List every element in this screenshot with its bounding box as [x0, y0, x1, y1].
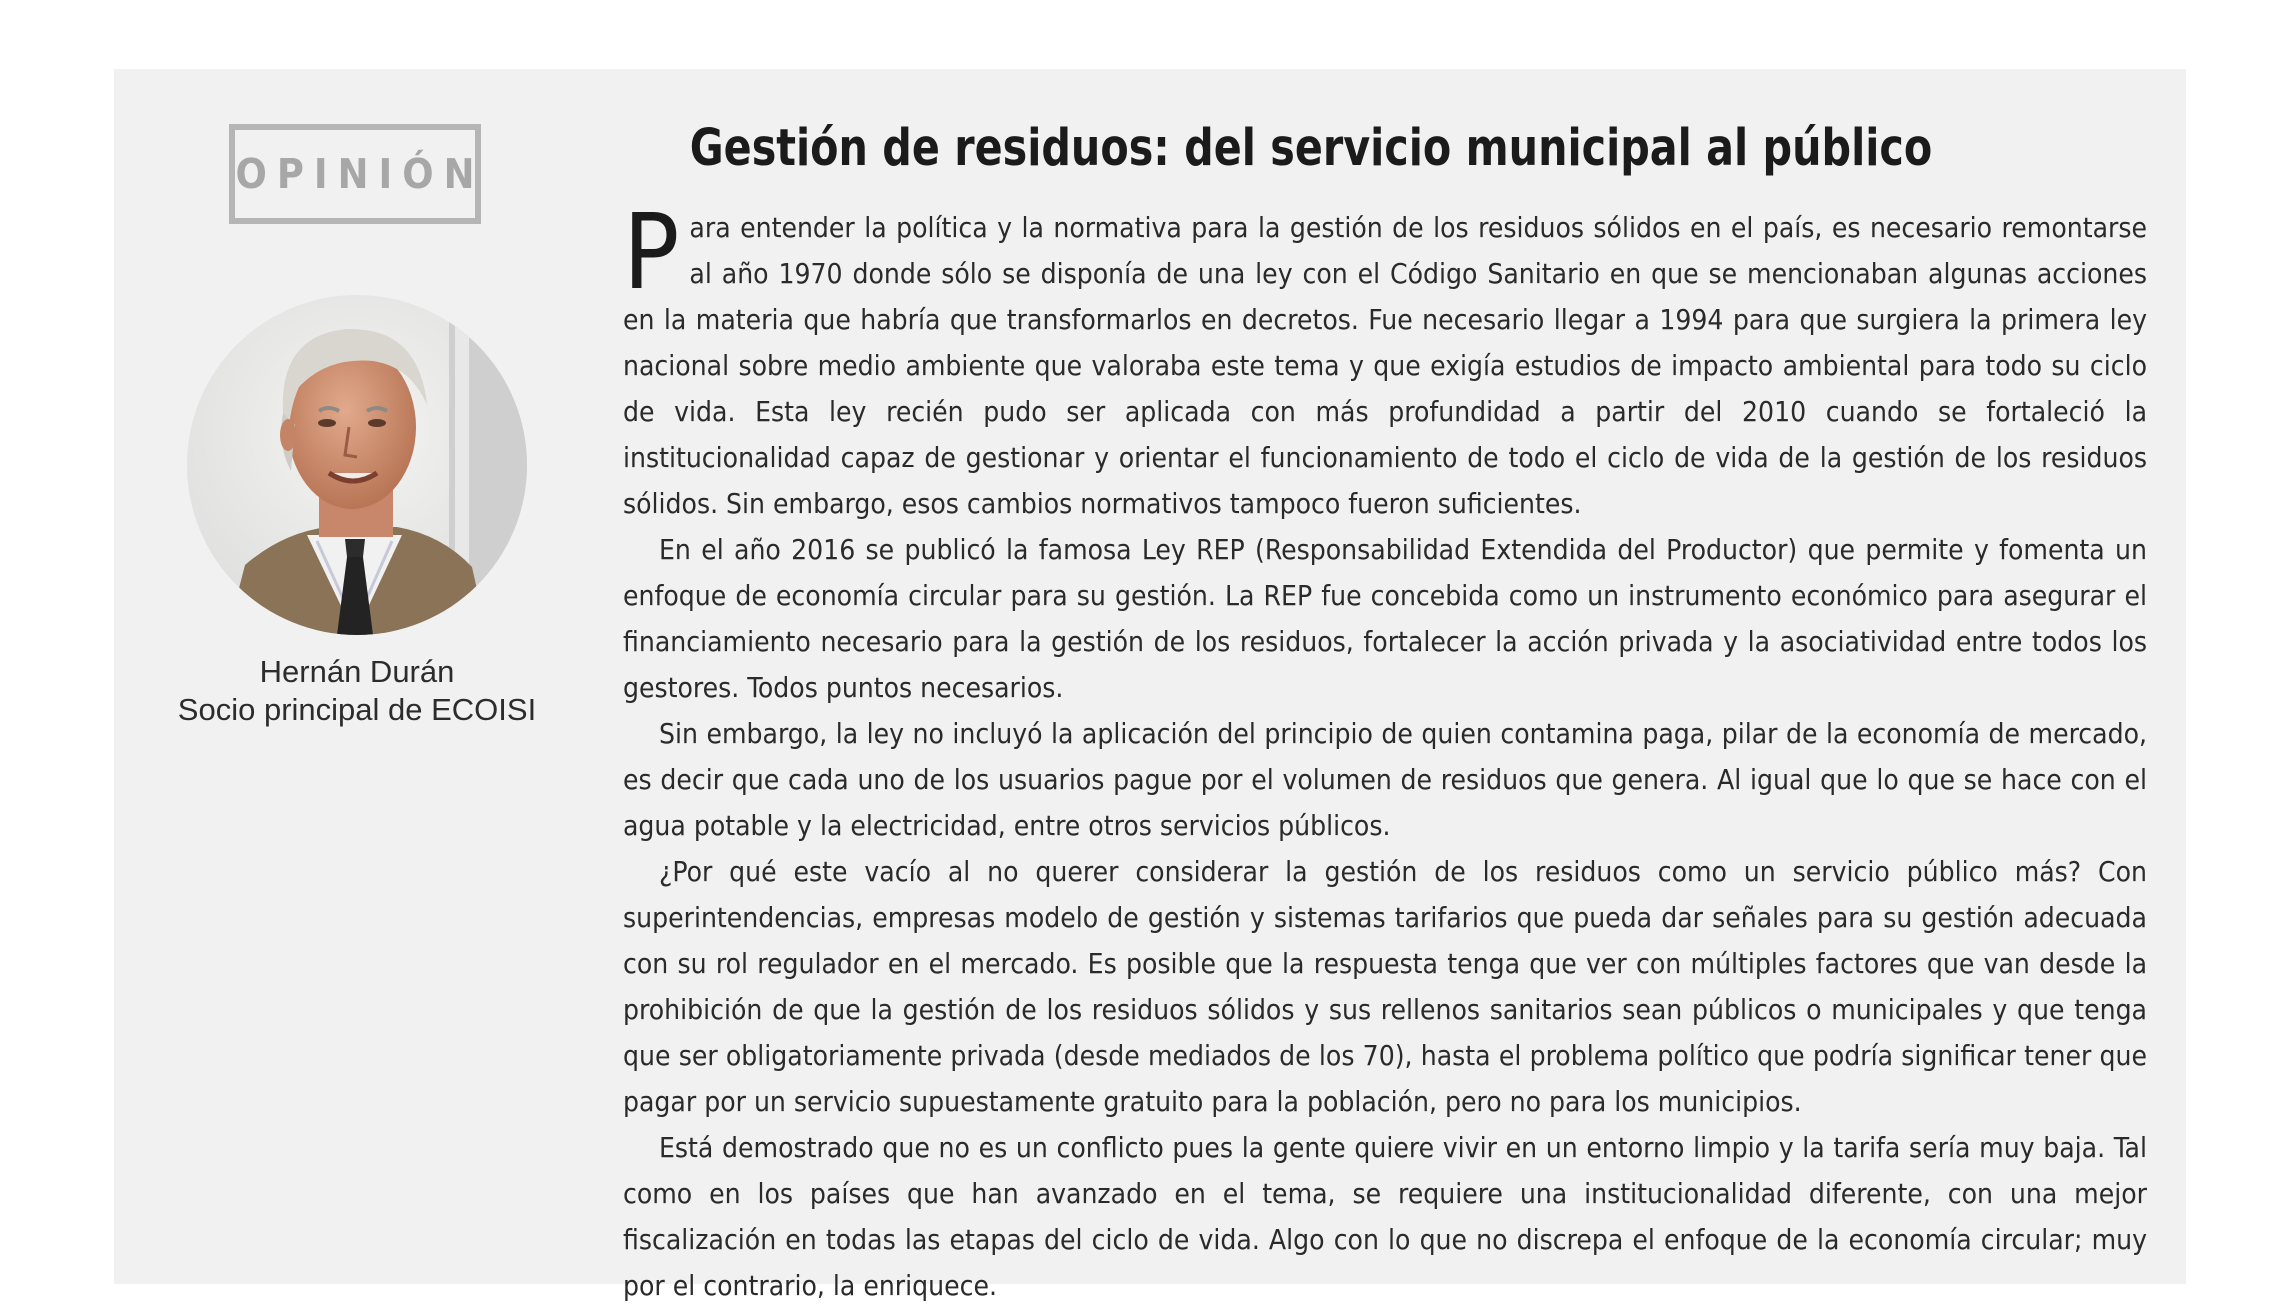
article-paragraph-4: ¿Por qué este vacío al no querer considerar la gestión de los residuos como un servicio público más? Con superintendencias, empresas modelo de gestión y sistemas tarifarios que pueda dar señales para su gestión adecuada con su rol regulador en el mercado. Es posible que la respuesta tenga que ver con múltiples factores que van desde la prohibición de que la gestión de los residuos sólidos y sus rellenos sanitarios sean públicos o municipales y que tenga que ser obligatoriamente privada (desde mediados de los 70), hasta el problema político que podría significar tener que pagar por un servicio supuestamente gratuito para la población, pero no para los municipios.	[623, 855, 2147, 1118]
article-paragraph-5: Está demostrado que no es un conflicto pues la gente quiere vivir en un entorno limpio y la tarifa sería muy baja. Tal como en los países que han avanzado en el tema, se requiere una institucionalidad diferente, con una mejor fiscalización en todas las etapas del ciclo de vida. Algo con lo que no discrepa el enfoque de la economía circular; muy por el contrario, la enriquece.	[623, 1131, 2147, 1302]
author-sidebar	[114, 69, 616, 1284]
author-caption	[114, 653, 600, 729]
section-label: OPINIÓN	[229, 124, 481, 224]
article-body	[623, 191, 2147, 1309]
author-name: Hernán Durán	[259, 654, 455, 689]
author-photo	[187, 295, 527, 635]
article-paragraph-1: Para entender la política y la normativa para la gestión de los residuos sólidos en el país, es necesario remontarse al año 1970 donde sólo se disponía de una ley con el Código Sanitario en que se mencionaban algunas acciones en la materia que habría que transformarlos en decretos. Fue necesario llegar a 1994 para que surgiera la primera ley nacional sobre medio ambiente que valoraba este tema y que exigía estudios de impacto ambiental para todo su ciclo de vida. Esta ley recién pudo ser aplicada con más profundidad a partir del 2010 cuando se fortaleció la institucionalidad capaz de gestionar y orientar el funcionamiento de todo el ciclo de vida de la gestión de los residuos sólidos. Sin embargo, esos cambios normativos tampoco fueron suficientes.	[623, 191, 2147, 520]
drop-cap: P	[623, 191, 680, 313]
article-paragraph-3: Sin embargo, la ley no incluyó la aplicación del principio de quien contamina paga, pilar de la economía de mercado, es decir que cada uno de los usuarios pague por el volumen de residuos que genera. Al igual que lo que se hace con el agua potable y la electricidad, entre otros servicios públicos.	[623, 717, 2147, 842]
article-title: Gestión de residuos: del servicio municipal al público	[689, 119, 1933, 178]
author-portrait-image	[187, 295, 527, 635]
author-role: Socio principal de ECOISI	[177, 692, 537, 727]
article-paragraph-2: En el año 2016 se publicó la famosa Ley REP (Responsabilidad Extendida del Productor) que permite y fomenta un enfoque de economía circular para su gestión. La REP fue concebida como un instrumento económico para asegurar el financiamiento necesario para la gestión de los residuos, fortalecer la acción privada y la asociatividad entre todos los gestores. Todos puntos necesarios.	[623, 533, 2147, 704]
article-panel	[114, 69, 2186, 1302]
